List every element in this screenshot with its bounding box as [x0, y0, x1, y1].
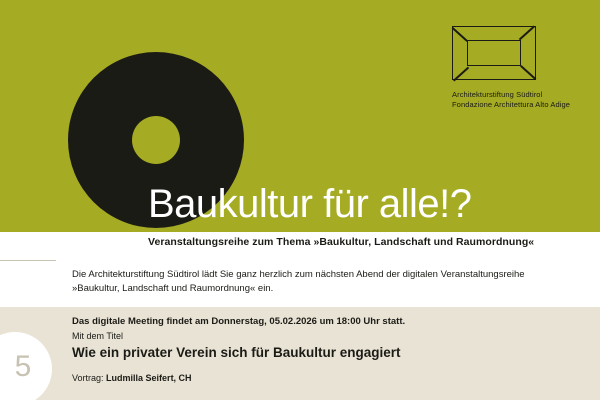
title-label: Mit dem Titel — [72, 331, 124, 341]
organization-logo — [452, 26, 571, 110]
intro-paragraph: Die Architekturstiftung Südtirol lädt Sie ganz herzlich zum nächsten Abend der digitalen Veranstaltungsreihe »Baukultur, Landschaft und Raumordnung« ein. — [72, 269, 525, 294]
donut-hole — [132, 116, 180, 164]
speaker-name: Ludmilla Seifert, CH — [106, 373, 192, 383]
meeting-info: Das digitale Meeting findet am Donnerstag, 05.02.2026 um 18:00 Uhr statt. — [72, 316, 406, 327]
logo-label-it: Fondazione Architettura Alto Adige — [452, 100, 571, 109]
episode-number: 5 — [14, 350, 32, 383]
speaker-row — [72, 373, 192, 383]
divider — [0, 260, 56, 261]
series-subtitle: Veranstaltungsreihe zum Thema »Baukultur, Landschaft und Raumordnung« — [148, 236, 535, 248]
page-title: Baukultur für alle!? — [148, 182, 472, 226]
talk-headline: Wie ein privater Verein sich für Baukultur engagiert — [72, 345, 401, 360]
architecture-frame-icon — [452, 26, 536, 80]
speaker-label: Vortrag: — [72, 373, 104, 383]
logo-label-de: Architekturstiftung Südtirol — [452, 90, 543, 99]
